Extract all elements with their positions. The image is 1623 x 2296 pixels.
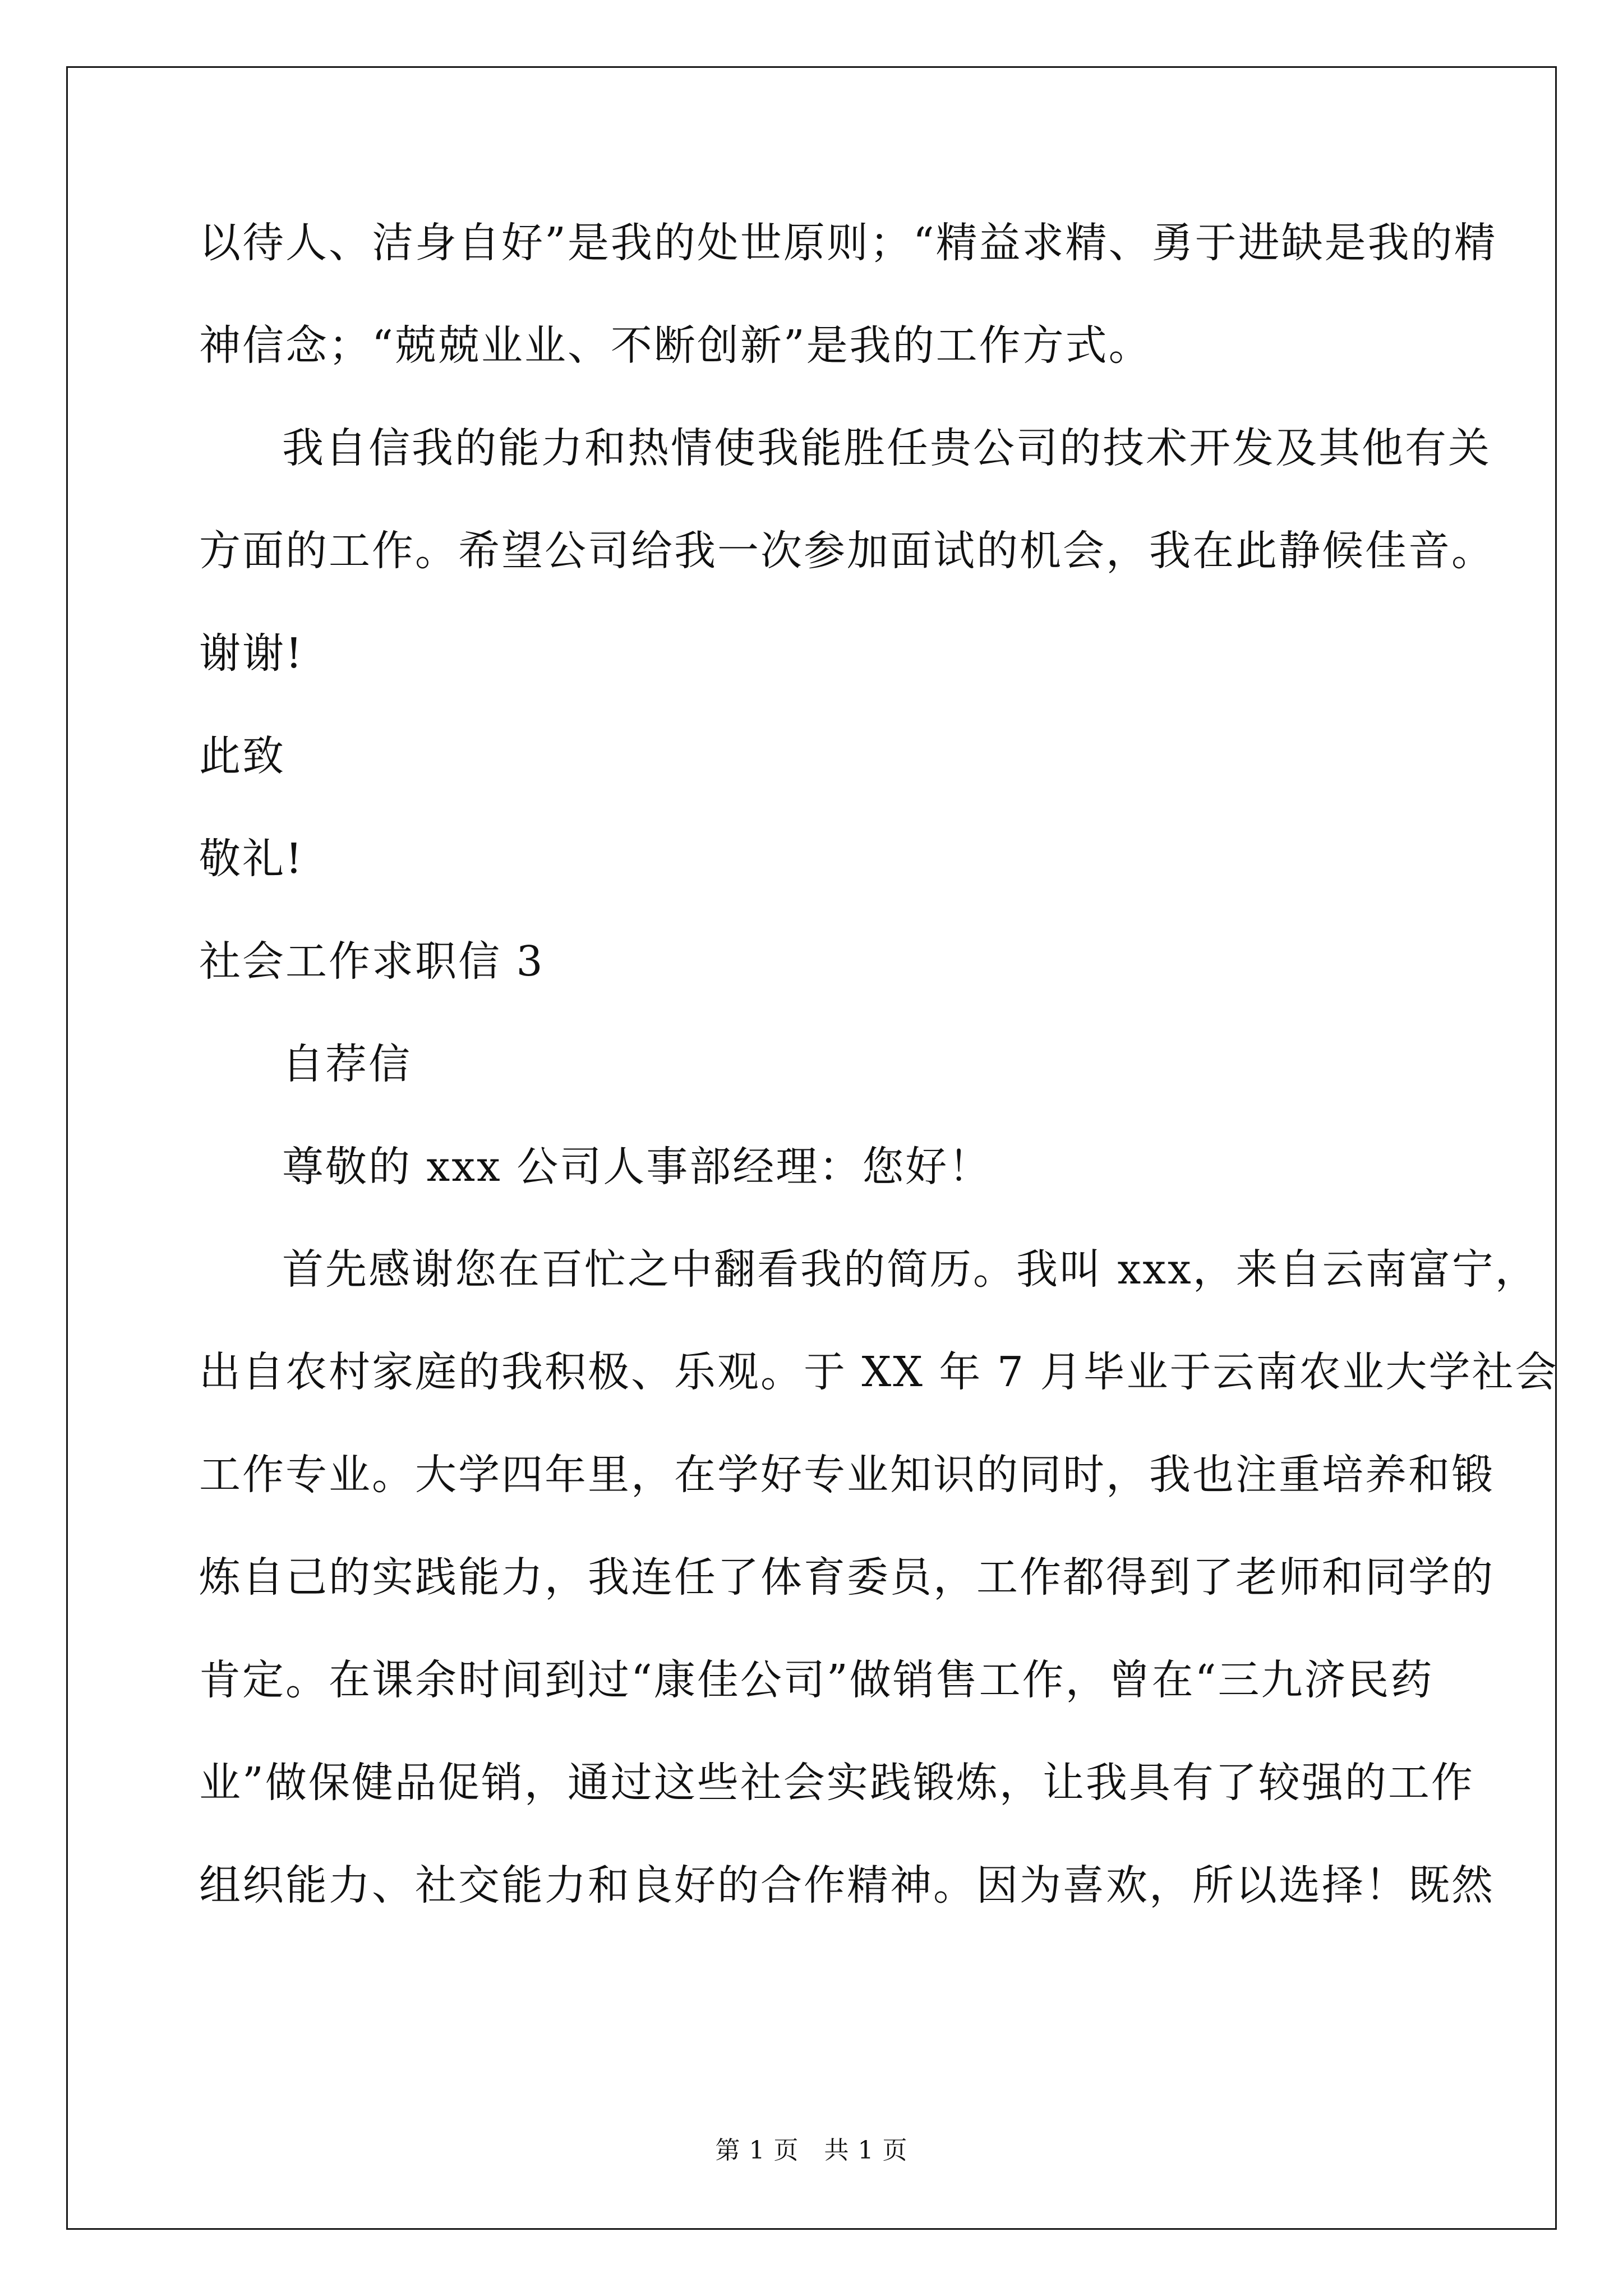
text-line: 工作专业。大学四年里，在学好专业知识的同时，我也注重培养和锻	[199, 1451, 1495, 1499]
text-line: 以待人、洁身自好”是我的处世原则；“精益求精、勇于进缺是我的精	[199, 219, 1497, 267]
page-footer: 第 1 页 共 1 页	[715, 2136, 908, 2165]
text-line: 业”做保健品促销，通过这些社会实践锻炼，让我具有了较强的工作	[199, 1759, 1474, 1807]
text-line: 组织能力、社交能力和良好的合作精神。因为喜欢，所以选择！既然	[199, 1861, 1495, 1910]
salutation: 尊敬的 xxx 公司人事部经理：您好！	[282, 1143, 992, 1191]
text-line: 炼自己的实践能力，我连任了体育委员，工作都得到了老师和同学的	[199, 1553, 1495, 1602]
letter-title: 自荐信	[282, 1040, 412, 1088]
text-line: 肯定。在课余时间到过“康佳公司”做销售工作，曾在“三九济民药	[199, 1656, 1434, 1704]
text-line: 敬礼!	[199, 835, 304, 883]
text-line: 谢谢!	[199, 629, 304, 678]
text-line: 出自农村家庭的我积极、乐观。于 XX 年 7 月毕业于云南农业大学社会	[199, 1348, 1559, 1396]
text-line: 我自信我的能力和热情使我能胜任贵公司的技术开发及其他有关	[282, 424, 1491, 472]
text-line: 首先感谢您在百忙之中翻看我的简历。我叫 xxx，来自云南富宁，	[282, 1245, 1538, 1294]
text-line: 神信念；“兢兢业业、不断创新”是我的工作方式。	[199, 321, 1152, 370]
text-line: 方面的工作。希望公司给我一次参加面试的机会，我在此静候佳音。	[199, 527, 1495, 575]
text-line: 此致	[199, 732, 285, 780]
section-heading: 社会工作求职信 3	[199, 937, 545, 986]
